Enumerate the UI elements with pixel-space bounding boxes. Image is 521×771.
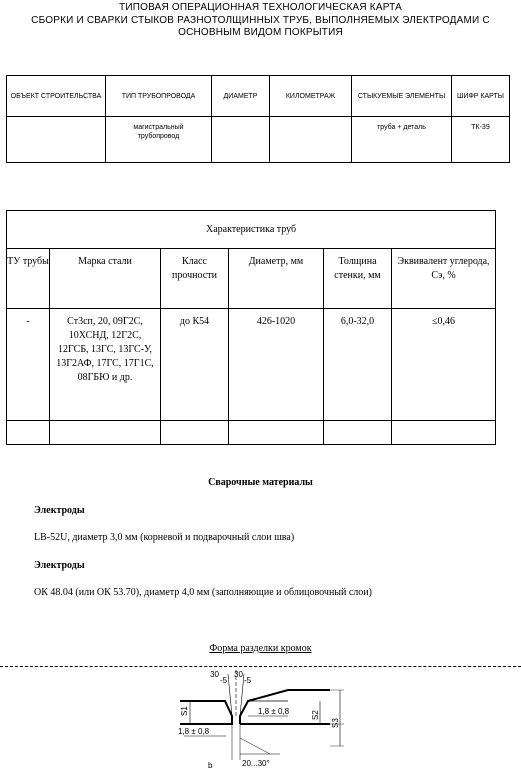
cell-object [7, 117, 106, 163]
header-card-code: ШИФР КАРТЫ [452, 76, 510, 117]
land-left-label: 1,8 ± 0,8 [178, 727, 210, 736]
title-line-2: СБОРКИ И СВАРКИ СТЫКОВ РАЗНОТОЛЩИННЫХ ТРУБ, ВЫПОЛНЯЕМЫХ ЭЛЕКТРОДАМИ С [31, 14, 490, 26]
header-pipeline-type: ТИП ТРУБОПРОВОДА [106, 76, 212, 117]
cell-card-code: ТК-39 [452, 117, 510, 163]
angle-right-tolerance: -5 [244, 676, 252, 685]
electrodes-text-1: LB-52U, диаметр 3,0 мм (корневой и подварочный слои шва) [34, 532, 295, 543]
land-right-label: 1,8 ± 0,8 [258, 707, 290, 716]
electrodes-text-2: ОК 48.04 (или ОК 53.70), диаметр 4,0 мм (заполняющие и облицовочный слои) [34, 587, 372, 598]
cell-kilometrage [270, 117, 352, 163]
pipe-table-empty-row [7, 421, 496, 445]
object-table [6, 75, 510, 163]
bevel-label: 20...30° [242, 759, 270, 768]
header-strength-class: Класс прочности [161, 249, 229, 309]
cell-tu: - [7, 309, 50, 421]
s3-label: S3 [331, 718, 340, 728]
document-title [0, 2, 521, 40]
edge-preparation-drawing [170, 668, 360, 771]
gap-label: b [208, 761, 213, 770]
header-tu: ТУ трубы [7, 249, 50, 309]
header-steel-grade: Марка стали [50, 249, 161, 309]
pipe-characteristics-table [6, 210, 496, 445]
title-line-1: ТИПОВАЯ ОПЕРАЦИОННАЯ ТЕХНОЛОГИЧЕСКАЯ КАРТА [119, 2, 402, 13]
header-wall-thickness: Толщина стенки, мм [324, 249, 392, 309]
cell-diameter-range: 426-1020 [229, 309, 324, 421]
header-kilometrage: КИЛОМЕТРАЖ [270, 76, 352, 117]
header-diameter: ДИАМЕТР [212, 76, 270, 117]
electrodes-label-1: Электроды [34, 505, 85, 516]
angle-left-tolerance: -5 [220, 676, 228, 685]
angle-right-label: 30 [234, 670, 243, 679]
header-carbon-equivalent: Эквивалент углерода, Сэ, % [392, 249, 496, 309]
cell-wall-thickness: 6,0-32,0 [324, 309, 392, 421]
electrodes-label-2: Электроды [34, 560, 85, 571]
cell-strength-class: до К54 [161, 309, 229, 421]
materials-heading: Сварочные материалы [208, 477, 313, 488]
angle-left-label: 30 [210, 670, 219, 679]
header-joined-elements: СТЫКУЕМЫЕ ЭЛЕМЕНТЫ [352, 76, 452, 117]
edge-prep-title: Форма разделки кромок [209, 643, 312, 654]
s1-label: S1 [180, 706, 189, 716]
s2-label: S2 [311, 710, 320, 720]
page-separator [0, 666, 521, 667]
header-diameter-mm: Диаметр, мм [229, 249, 324, 309]
object-table-row [7, 117, 510, 163]
cell-steel-grade: Ст3сп, 20, 09Г2С, 10ХСНД, 12Г2С, 12ГСБ, 13ГС, 13ГС-У, 13Г2АФ, 17ГС, 17Г1С, 08ГБЮ и др. [50, 309, 161, 421]
title-line-3: ОСНОВНЫМ ВИДОМ ПОКРЫТИЯ [178, 27, 343, 38]
pipe-table-row [7, 309, 496, 421]
cell-carbon-equivalent: ≤0,46 [392, 309, 496, 421]
cell-diameter [212, 117, 270, 163]
cell-joined-elements: труба + деталь [352, 117, 452, 163]
header-object: ОБЪЕКТ СТРОИТЕЛЬСТВА [7, 76, 106, 117]
cell-pipeline-type: магистральный трубопровод [106, 117, 212, 163]
pipe-table-caption: Характеристика труб [7, 211, 496, 249]
pipe-table-header [7, 249, 496, 309]
object-table-header [7, 76, 510, 117]
